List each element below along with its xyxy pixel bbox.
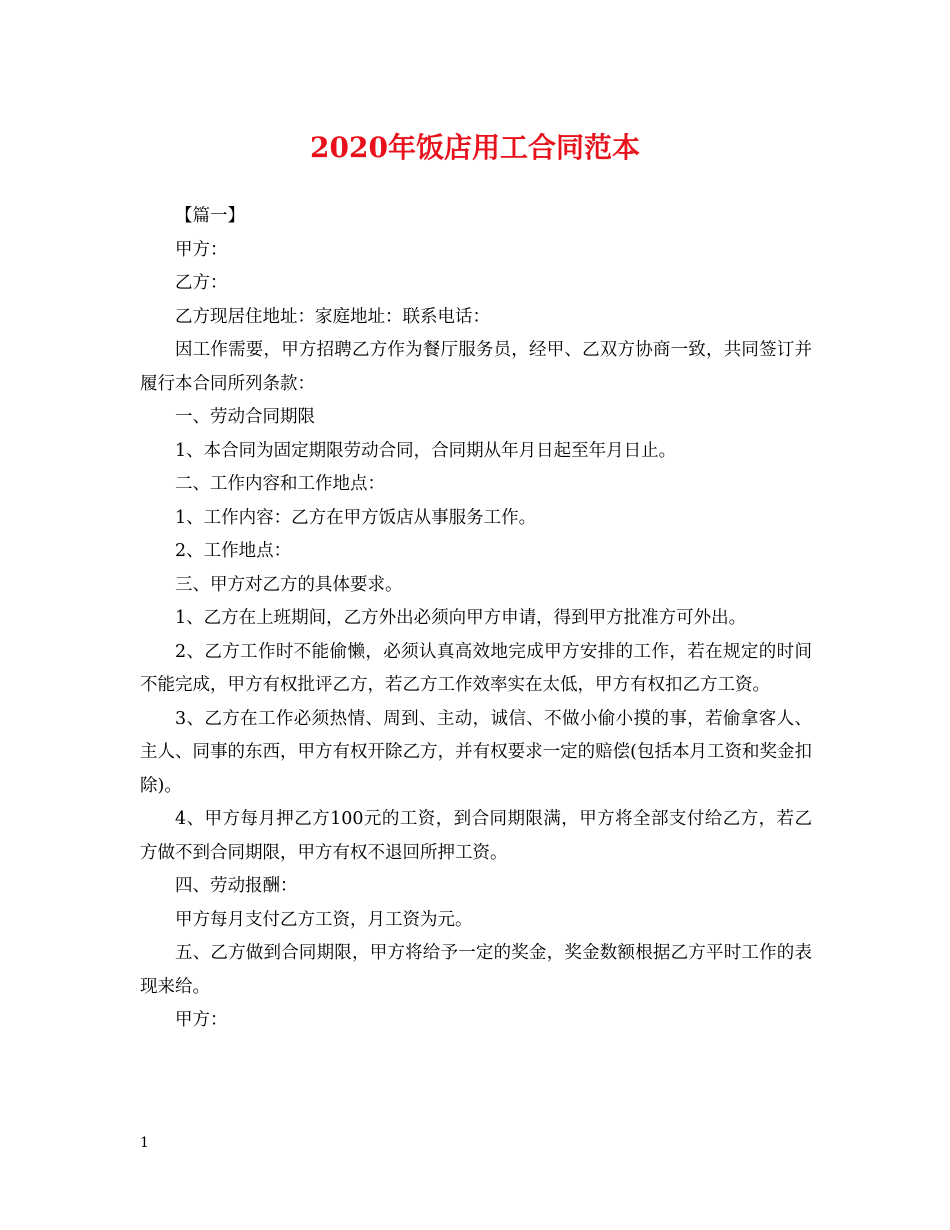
clause-heading: 五、乙方做到合同期限，甲方将给予一定的奖金，奖金数额根据乙方平时工作的表现来给。: [140, 943, 812, 997]
clause-item: 1、乙方在上班期间，乙方外出必须向甲方申请，得到甲方批准方可外出。: [175, 608, 747, 628]
party-b-line: 乙方：: [175, 273, 228, 293]
clause-item: 1、本合同为固定期限劳动合同，合同期从年月日起至年月日止。: [175, 440, 677, 461]
clause-item: 4、甲方每月押乙方100元的工资，到合同期限满，甲方将全部支付给乙方，若乙方做不到合同期限，甲方有权不退回所押工资。: [140, 809, 812, 863]
clause-item: 2、工作地点：: [175, 541, 292, 561]
page-number: 1: [140, 1135, 149, 1151]
section-heading: 【篇一】: [175, 206, 245, 226]
clause-item: 2、乙方工作时不能偷懒，必须认真高效地完成甲方安排的工作，若在规定的时间不能完成，甲方有权批评乙方，若乙方工作效率实在太低，甲方有权扣乙方工资。: [140, 641, 812, 695]
party-a-signature-line: 甲方：: [175, 1010, 228, 1030]
document-body: [140, 200, 812, 1038]
clause-item: 甲方每月支付乙方工资，月工资为元。: [175, 909, 473, 930]
clause-heading: 一、劳动合同期限: [175, 407, 315, 427]
clause-item: 3、乙方在工作必须热情、周到、主动，诚信、不做小偷小摸的事，若偷拿客人、主人、同事的东西，甲方有权开除乙方，并有权要求一定的赔偿(包括本月工资和奖金扣除)。: [140, 708, 812, 796]
clause-heading: 三、甲方对乙方的具体要求。: [175, 574, 403, 595]
clause-item: 1、工作内容：乙方在甲方饭店从事服务工作。: [175, 507, 537, 528]
document-title: 2020年饭店用工合同范本: [310, 131, 640, 164]
intro-paragraph: 因工作需要，甲方招聘乙方作为餐厅服务员，经甲、乙双方协商一致，共同签订并履行本合同所列条款：: [140, 340, 812, 394]
clause-heading: 四、劳动报酬：: [175, 876, 298, 896]
clause-heading: 二、工作内容和工作地点：: [175, 474, 385, 494]
address-line: 乙方现居住地址：家庭地址：联系电话：: [175, 306, 490, 327]
party-a-line: 甲方：: [175, 239, 228, 260]
